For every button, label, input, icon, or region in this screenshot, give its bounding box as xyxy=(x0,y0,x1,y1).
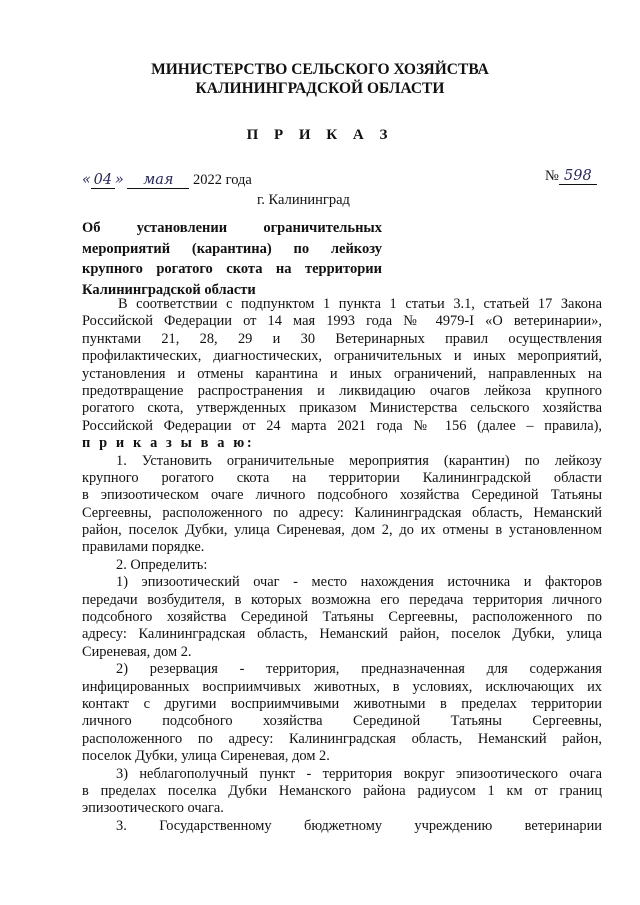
body-line: расположенного по адресу: Калининградская область, Неманский район, xyxy=(82,730,602,747)
subject-line: Об установлении ограничительных xyxy=(82,220,382,236)
order-date xyxy=(82,172,252,189)
body-line: рогатого скота, утвержденных приказом Министерства сельского хозяйства xyxy=(82,400,602,417)
body-line: подсобного хозяйства Серединой Татьяны Сергеевны, расположенного по xyxy=(82,609,602,626)
subject-line: крупного рогатого скота на территории xyxy=(82,261,382,277)
subject-line: Калининградской области xyxy=(82,281,256,298)
body-line: Сиреневая, дом 2. xyxy=(82,643,192,660)
body-line: крупного рогатого скота на территории Калининградской области xyxy=(82,469,602,486)
subject-line: мероприятий (карантина) по лейкозу xyxy=(82,240,382,257)
document-title: П Р И К А З xyxy=(246,127,394,143)
number-value: 598 xyxy=(559,168,597,185)
body-line: предотвращение распространения и ликвидацию очагов лейкоза крупного xyxy=(82,382,602,399)
number-sign: № xyxy=(545,168,559,184)
order-directive: п р и к а з ы в а ю: xyxy=(82,435,255,452)
body-line: район, поселок Дубки, улица Сиреневая, дом 2, до их отмены в установленном xyxy=(82,522,602,539)
order-subject xyxy=(82,218,382,300)
body-line: эпизоотического очага. xyxy=(82,800,224,817)
body-line: 3. Государственному бюджетному учреждению ветеринарии xyxy=(116,817,602,834)
body-line: 2. Определить: xyxy=(116,556,208,573)
body-line: пунктами 21, 28, 29 и 30 Ветеринарных правил осуществления xyxy=(82,330,602,347)
body-line: в пределах поселка Дубки Неманского района радиусом 1 км от границ xyxy=(82,782,602,799)
order-number xyxy=(545,168,597,185)
date-close-quote: » xyxy=(114,172,124,188)
date-open-quote: « xyxy=(82,172,91,188)
date-year: 2022 года xyxy=(193,172,252,188)
date-day: 04 xyxy=(91,172,115,189)
body-line: инфицированных восприимчивых животных, в условиях, исключающих их xyxy=(82,678,602,695)
ministry-header xyxy=(0,60,640,98)
body-line: в эпизоотическом очаге личного подсобного хозяйства Серединой Татьяны xyxy=(82,487,602,504)
issue-city: г. Калининград xyxy=(257,192,350,208)
body-line: личного подсобного хозяйства Серединой Татьяны Сергеевны, xyxy=(82,713,602,730)
body-line: Сергеевны, расположенного по адресу: Калининградская область, Неманский xyxy=(82,504,602,521)
body-line: установления и отмены карантина и иных ограничений, направленных на xyxy=(82,365,602,382)
body-line: контакт с другими восприимчивыми животными в пределах территории xyxy=(82,695,602,712)
date-month: мая xyxy=(127,172,189,189)
body-line: 2) резервация - территория, предназначенная для содержания xyxy=(116,661,602,678)
body-line: 1) эпизоотический очаг - место нахождения источника и факторов xyxy=(116,574,602,591)
body-line: передачи возбудителя, в которых возможна его передача территория личного xyxy=(82,591,602,608)
body-line: Российской Федерации от 24 марта 2021 года № 156 (далее – правила), xyxy=(82,417,602,434)
body-line: 1. Установить ограничительные мероприятия (карантин) по лейкозу xyxy=(116,452,602,469)
body-line: правилами порядке. xyxy=(82,539,205,556)
body-line: профилактических, диагностических, ограничительных и иных мероприятий, xyxy=(82,348,602,365)
body-line: поселок Дубки, улица Сиреневая, дом 2. xyxy=(82,748,330,765)
body-line: адресу: Калининградская область, Неманский район, поселок Дубки, улица xyxy=(82,626,602,643)
ministry-line-2: КАЛИНИНГРАДСКОЙ ОБЛАСТИ xyxy=(195,80,445,97)
order-body xyxy=(82,296,602,835)
body-line: Российской Федерации от 14 мая 1993 года № 4979-I «О ветеринарии», xyxy=(82,313,602,330)
ministry-line-1: МИНИСТЕРСТВО СЕЛЬСКОГО ХОЗЯЙСТВА xyxy=(151,61,489,78)
body-line: В соответствии с подпунктом 1 пункта 1 статьи 3.1, статьей 17 Закона xyxy=(118,296,602,312)
body-line: 3) неблагополучный пункт - территория вокруг эпизоотического очага xyxy=(116,765,602,782)
